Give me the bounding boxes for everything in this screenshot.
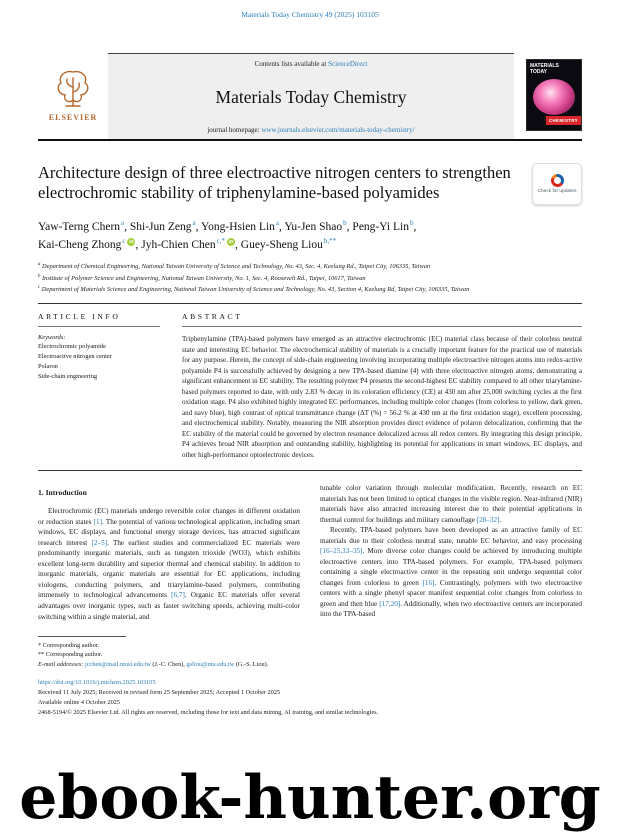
divider <box>182 326 582 327</box>
affiliation: $^b$ Institute of Polymer Science and Engineering, National Taiwan University, No. 1, Sec. 4, Roosevelt Rd., Taipei, 10617, Taiwan <box>38 273 366 282</box>
watermark: ebook-hunter.org <box>19 763 601 833</box>
keyword: Polaron <box>38 363 58 371</box>
elsevier-logo[interactable] <box>38 53 108 139</box>
affiliation-list <box>38 261 582 295</box>
article-title: Architecture design of three electroactive nitrogen centers to strengthen electrochromic stability of triphenylamine-based polyamides <box>38 163 511 203</box>
cover-masthead: MATERIALS TODAY <box>530 63 559 75</box>
abstract-text: Triphenylamine (TPA)-based polymers have emerged as an attractive electrochromic (EC) material class because of their colorless neutral state and interesting EC behavior. The electrochemical stability of materials is a crucially important feature for the practical use of materials for any purpose. Herein, the concept of side-chain engineering involving incorporating multiple electroactive nitrogen atoms into redox-active polyamide P4 is successfully achieved by designing a new TPA-based diamine (4) with three electroactive nitrogen atoms, demonstrating a significant enhancement in EC stability. The resulting polymer P4 presents the second-highest EC stability compared to all other triarylamine-based polymers reported to date, with only 2.83 % decay in its coloration efficiency (CE) at 430 nm after 25,000 switching cycles at the first oxidation stage. P4 also exhibited highly integrated EC performances, including multiple color changes (from colorless to yellow, dark green, and navy blue), high contrast of optical transmittance change (ΔT (%) = 56.2 % at 430 nm at the first oxidation stage), excellent processing, and electrochemical stability. Notably, measuring the NIR absorption provides direct evidence of polaron delocalization, confirming that the EC stability of the material could be governed by electron resonance delocalized across all redox centers. By integrating this design principle, P4 achieves broad NIR absorption and outstanding stability, highlighting its potential for applications in smart windows, EC displays, and other high-performance optoelectronic devices. <box>182 335 582 459</box>
author-name: Shi-Jun Zeng$^a$ <box>129 219 196 233</box>
body-paragraph: Recently, TPA-based polymers have been developed as an attractive family of EC materials due to their colorless neutral state, tunable EC behavior, and easy processing [16–25,33–35]. More diverse color changes could be achieved by introducing multiple electroactive centers into TPA-based polymers. For example, TPA-based polymers containing a single electroactive center in the repeating unit undergo sequential color changes from colorless to green [16]. Contrastingly, polymers with two electroactive centers with a single phenyl spacer manifest sequential color changes from colorless to green and then blue [17,20]. Additionally, when two electroactive centers are incorporated into the TPA-based <box>320 526 582 619</box>
footnote-text: (J.-C. Chen), <box>150 660 187 668</box>
journal-citation-link[interactable]: Materials Today Chemistry 49 (2025) 103105 <box>241 10 379 19</box>
author-name: Kai-Cheng Zhong$^c$ iD <box>38 237 134 251</box>
footnote-text: E-mail addresses: <box>38 660 85 668</box>
keywords-label: Keywords: <box>38 334 66 342</box>
corresponding-author-note-2: ** Corresponding author. <box>38 651 103 659</box>
article-info-section <box>38 304 582 471</box>
affiliation: $^a$ Department of Chemical Engineering, National Taiwan University of Science and Technology, No. 43, Sec. 4, Keelung Rd., Taipei City, 106335, Taiwan <box>38 262 431 271</box>
cover-art <box>533 79 575 115</box>
check-for-updates-badge[interactable] <box>532 163 582 205</box>
email-link[interactable]: gsliou@ntu.edu.tw <box>186 660 235 668</box>
footnote-rule <box>38 636 126 637</box>
elsevier-tree-icon <box>53 68 93 112</box>
footnote-text: (G.-S. Liou). <box>234 660 269 668</box>
received-dates: Received 11 July 2025; Received in revised form 25 September 2025; Accepted 1 October 2025 <box>38 689 281 697</box>
homepage-line <box>116 126 506 134</box>
cover-band: CHEMISTRY <box>546 116 581 125</box>
sciencedirect-link[interactable]: ScienceDirect <box>328 60 368 68</box>
section-heading: 1. Introduction <box>38 488 87 498</box>
homepage-link[interactable]: www.journals.elsevier.com/materials-today-chemistry/ <box>261 126 415 134</box>
email-link[interactable]: jcchen@mail.ntust.edu.tw <box>85 660 151 668</box>
publication-info <box>38 678 582 717</box>
article-info-heading: ARTICLE INFO <box>38 312 121 322</box>
right-column <box>320 483 582 669</box>
divider <box>38 326 160 327</box>
author-name: Peng-Yi Lin$^b$ <box>352 219 414 233</box>
title-row <box>38 163 582 205</box>
footnotes <box>38 636 300 669</box>
citation-link[interactable]: [28–32] <box>476 515 500 524</box>
author-list: Yaw-Terng Chern$^a$, Shi-Jun Zeng$^a$, Yong-Hsien Lin$^a$, Yu-Jen Shao$^b$, Peng-Yi Lin$^b$, Kai-Cheng Zhong$^c$ iD , Jyh-Chien Chen$^{c,*}$ iD , Guey-Sheng Liou$^{b,**}$ <box>38 219 417 251</box>
keyword: Electroactive nitrogen center <box>38 353 112 361</box>
check-for-updates-label: Check for updates <box>537 188 577 194</box>
citation-link[interactable]: [2–5] <box>91 538 108 547</box>
elsevier-wordmark: ELSEVIER <box>48 113 98 122</box>
citation-link[interactable]: [1] <box>93 517 102 526</box>
citation-link[interactable]: [16–25,33–35] <box>320 547 363 556</box>
journal-banner <box>108 53 514 139</box>
author-name: Yu-Jen Shao$^b$ <box>284 219 347 233</box>
orcid-icon[interactable]: iD <box>228 239 234 245</box>
abstract-heading: ABSTRACT <box>182 312 243 322</box>
journal-cover[interactable] <box>514 53 582 139</box>
contents-text: Contents lists available at <box>254 60 329 68</box>
available-online: Available online 4 October 2025 <box>38 698 121 706</box>
homepage-label: journal homepage: <box>207 126 262 134</box>
orcid-icon[interactable]: iD <box>129 239 134 245</box>
keyword-list <box>38 342 160 382</box>
author-name: Yaw-Terng Chern$^a$ <box>38 219 125 233</box>
body-paragraph: tunable color variation through molecular modification. Recently, research on EC materials has not been limited to optical changes in the visible region. Near-infrared (NIR) materials have also attracted increasing interest due to their potential applications in thermal control for buildings and military camouflage [28–32]. <box>320 484 582 524</box>
left-column <box>38 483 300 669</box>
journal-cover-image <box>526 59 582 131</box>
body-paragraph: Electrochromic (EC) materials undergo reversible color changes in different oxidation or reduction states [1]. The potential of various technological application, including smart windows, EC displays, and functional energy storage devices, has attracted significant research interest [2–5]. The earliest studies and commercialized EC materials were predominantly inorganic materials, such as tungsten trioxide (WO3), which exhibits excellent long-term durability and superior thermal and chemical stability. In addition to inorganic materials, organic materials are essential for EC applications, including viologens, conducting polymers, and triarylamine-based polymers, contributing immensely to technological advancements [6,7]. Organic EC materials offer several advantages over inorganic types, such as faster switching speeds, achieving multi-color switching within a single material, and <box>38 507 300 621</box>
issn-copyright: 2468-5194/© 2025 Elsevier Ltd. All rights are reserved, including those for text and data mining, AI training, and similar technologies. <box>38 708 379 716</box>
abstract-column <box>182 312 582 460</box>
crossmark-icon <box>551 174 564 187</box>
journal-title: Materials Today Chemistry <box>215 86 407 107</box>
email-line <box>38 660 300 669</box>
keyword: Side-chain engineering <box>38 373 98 381</box>
author-name: Jyh-Chien Chen$^{c,*}$ iD <box>141 237 234 251</box>
keyword: Electrochromic polyamide <box>38 343 106 351</box>
author-name: Yong-Hsien Lin$^a$ <box>200 219 280 233</box>
citation-link[interactable]: [16] <box>422 578 435 587</box>
contents-line <box>116 60 506 68</box>
author-name: Guey-Sheng Liou$^{b,**}$ <box>240 237 337 251</box>
corresponding-author-note-1: * Corresponding author. <box>38 642 100 650</box>
doi-link[interactable]: https://doi.org/10.1016/j.mtchem.2025.103105 <box>38 679 156 687</box>
affiliation: $^c$ Department of Materials Science and Engineering, National Taiwan University of Science and Technology, No. 43, Section 4, Keelung Rd, Taipei City, 106335, Taiwan <box>38 284 470 294</box>
article-body <box>38 483 582 669</box>
article-info-column <box>38 312 160 460</box>
journal-header <box>38 53 582 141</box>
citation-link[interactable]: [6,7] <box>171 591 185 600</box>
citation-link[interactable]: [17,20] <box>379 599 401 608</box>
